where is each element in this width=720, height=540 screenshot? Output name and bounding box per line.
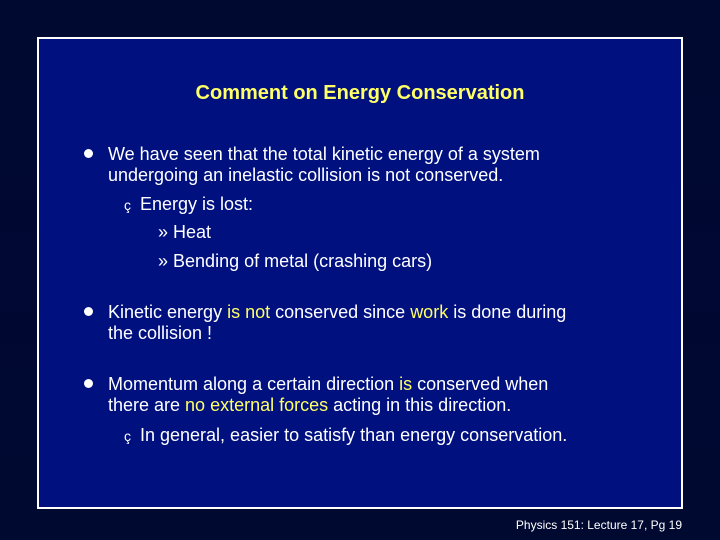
bullet-3-sub: [124, 424, 567, 447]
chevron-right-icon: »: [158, 222, 169, 242]
bullet-dot-icon: [84, 307, 93, 316]
bullet-3-sub-text: In general, easier to satisfy than energy conservation.: [140, 425, 568, 445]
text-span: conserved when: [412, 374, 549, 394]
text-span: Momentum along a certain direction: [108, 374, 400, 394]
slide-footer: Physics 151: Lecture 17, Pg 19: [515, 518, 682, 532]
subsub-heat: Heat: [173, 222, 212, 242]
bullet-1-line-1: We have seen that the total kinetic energy of a system: [108, 144, 540, 164]
subsub-bending: Bending of metal (crashing cars): [173, 251, 433, 271]
text-span: conserved since: [270, 302, 411, 322]
bullet-3-line-1: [108, 373, 548, 395]
bullet-1-sub: [124, 193, 253, 216]
bullet-2-line-1: [108, 301, 566, 323]
text-span: there are: [108, 395, 186, 415]
bullet-1-line-2: undergoing an inelastic collision is not conserved.: [108, 165, 504, 185]
bullet-1-sub-text: Energy is lost:: [140, 194, 254, 214]
bullet-2-line-2: the collision !: [108, 323, 213, 343]
highlight-is: is: [399, 374, 413, 394]
highlight-is-not: is not: [227, 302, 271, 322]
chevron-right-icon: »: [158, 251, 169, 271]
highlight-no-external-forces: no external forces: [185, 395, 329, 415]
slide-title: Comment on Energy Conservation: [195, 82, 525, 104]
bullet-1-subsub-1: [158, 221, 211, 243]
bullet-dot-icon: [84, 379, 93, 388]
text-span: acting in this direction.: [328, 395, 512, 415]
bullet-1-subsub-2: [158, 250, 432, 272]
arrow-right-icon: ç: [124, 197, 131, 213]
text-span: Kinetic energy: [108, 302, 228, 322]
bullet-3-line-2: [108, 394, 511, 416]
arrow-right-icon: ç: [124, 428, 131, 444]
text-span: is done during: [448, 302, 567, 322]
bullet-dot-icon: [84, 149, 93, 158]
highlight-work: work: [410, 302, 449, 322]
